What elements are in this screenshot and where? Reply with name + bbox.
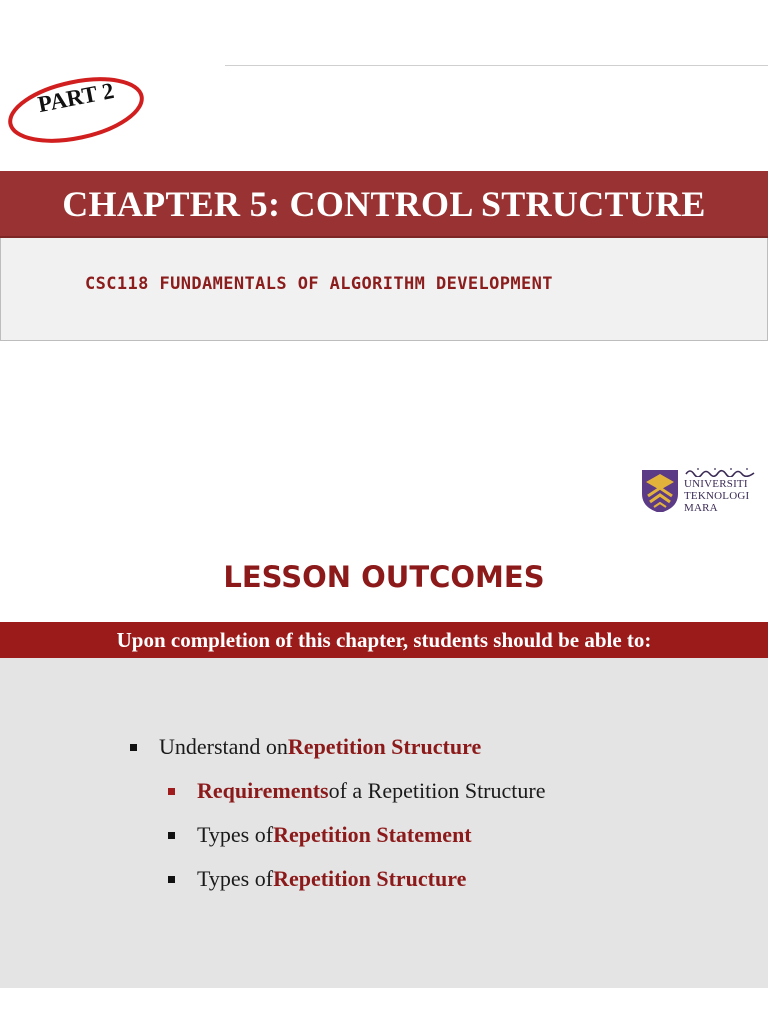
list-item xyxy=(168,822,472,848)
uitm-shield-icon xyxy=(640,468,680,512)
outcome-prefix: Types of xyxy=(197,866,274,891)
square-bullet-icon xyxy=(168,876,175,883)
square-bullet-icon xyxy=(130,744,137,751)
uitm-logo xyxy=(638,464,764,512)
course-band xyxy=(0,238,768,341)
intro-banner xyxy=(0,622,768,658)
slide-lesson-outcomes xyxy=(0,512,768,988)
part-label: PART 2 xyxy=(35,77,117,118)
list-item xyxy=(130,734,481,760)
chapter-title: CHAPTER 5: CONTROL STRUCTURE xyxy=(62,183,706,224)
outcome-highlight: Repetition Structure xyxy=(273,866,467,891)
outcome-prefix: Types of xyxy=(197,822,274,847)
square-bullet-icon xyxy=(168,832,175,839)
list-item xyxy=(168,866,466,892)
outcome-highlight: Requirements xyxy=(197,778,329,803)
intro-text: Upon completion of this chapter, students should be able to: xyxy=(116,627,652,652)
outcome-prefix: Understand on xyxy=(159,734,288,759)
outcome-suffix: of a Repetition Structure xyxy=(328,778,546,803)
outcomes-box xyxy=(0,658,768,988)
lesson-title: LESSON OUTCOMES xyxy=(223,560,545,594)
logo-text-line-1: UNIVERSITI xyxy=(684,478,748,490)
divider-line xyxy=(225,65,768,66)
course-title: CSC118 FUNDAMENTALS OF ALGORITHM DEVELOPMENT xyxy=(85,274,553,294)
list-item xyxy=(168,778,545,804)
logo-text-line-2: TEKNOLOGI xyxy=(684,490,750,502)
outcome-highlight: Repetition Structure xyxy=(287,734,482,759)
jawi-script-icon xyxy=(684,467,756,477)
outcome-highlight: Repetition Statement xyxy=(273,822,472,847)
chapter-banner xyxy=(0,171,768,238)
logo-text-line-3: MARA xyxy=(684,502,718,512)
square-bullet-icon xyxy=(168,788,175,795)
